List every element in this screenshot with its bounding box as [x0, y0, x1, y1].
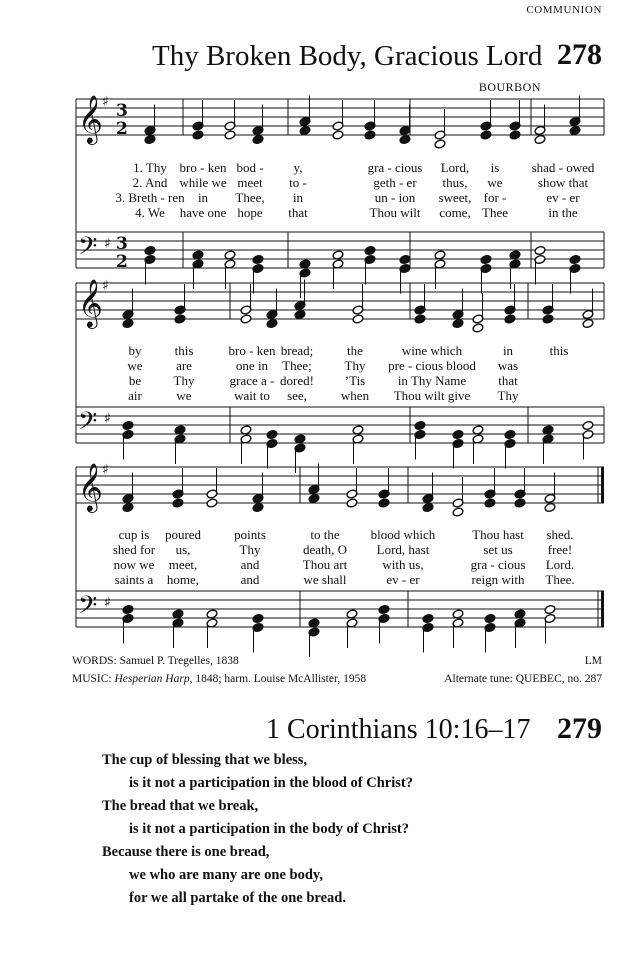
lyric-syllable: was	[497, 358, 519, 373]
lyric-syllable: Thy	[239, 542, 261, 557]
lyric-syllable: now we	[113, 557, 155, 572]
lyric-syllable: 1. Thy	[133, 160, 167, 175]
lyric-syllable: gra - cious	[470, 557, 526, 572]
lyric-syllable: blood which	[370, 527, 436, 542]
lyric-syllable: shed.	[546, 527, 574, 542]
lyric-syllable: for -	[483, 190, 507, 205]
notehead	[434, 139, 446, 149]
notehead	[192, 130, 204, 140]
notehead	[534, 245, 546, 255]
reading-title: 1 Corinthians 10:16–17	[266, 714, 531, 745]
lyric-syllable: bread;	[280, 343, 314, 358]
notehead	[514, 498, 526, 508]
lyric-syllable: points	[234, 527, 266, 542]
notehead	[172, 498, 184, 508]
notehead	[206, 498, 218, 508]
lyric-syllable: cup is	[118, 527, 150, 542]
lyric-syllable: grace a -	[229, 373, 275, 388]
bass-clef: 𝄢	[78, 407, 98, 442]
hymn-category: COMMUNION	[526, 4, 602, 16]
lyric-syllable: Thee;	[282, 358, 312, 373]
lyric-syllable: Thy	[173, 373, 195, 388]
lyric-syllable: pre - cious blood	[388, 358, 476, 373]
music-credit-source: Hesperian Harp	[114, 673, 190, 685]
lyric-syllable: hope	[237, 205, 263, 220]
treble-clef: 𝄞	[78, 94, 103, 143]
notehead	[122, 318, 134, 328]
words-credit: WORDS: Samuel P. Tregelles, 1838	[72, 655, 239, 667]
lyric-syllable: gra - cious	[367, 160, 423, 175]
time-signature-bottom: 2	[116, 252, 128, 272]
notehead	[378, 498, 390, 508]
lyric-syllable: Lord.	[545, 557, 575, 572]
lyric-syllable: come,	[439, 205, 471, 220]
lyric-syllable: Lord,	[440, 160, 470, 175]
lyric-syllable: one in	[235, 358, 269, 373]
reading-line: we who are many are one body,	[129, 867, 324, 883]
notehead	[399, 134, 411, 144]
lyric-syllable: wait to	[234, 388, 270, 403]
notehead	[504, 314, 516, 324]
notehead	[504, 429, 516, 439]
lyric-syllable: un - ion	[374, 190, 416, 205]
lyric-syllable: Thee	[482, 205, 508, 220]
lyric-syllable: ev - er	[546, 190, 580, 205]
lyric-syllable: we	[487, 175, 503, 190]
notehead	[452, 429, 464, 439]
notehead	[422, 613, 434, 623]
lyric-syllable: in	[197, 190, 209, 205]
lyric-syllable: ’Tis	[344, 373, 366, 388]
hymn-number: 278	[557, 38, 602, 71]
notehead	[399, 254, 411, 264]
lyric-syllable: Thou hast	[472, 527, 524, 542]
lyric-syllable: free!	[547, 542, 573, 557]
lyric-syllable: death, O	[302, 542, 348, 557]
lyric-syllable: in Thy Name	[397, 373, 467, 388]
lyric-syllable: that	[288, 205, 308, 220]
notehead	[480, 130, 492, 140]
notehead	[472, 323, 484, 333]
notehead	[364, 130, 376, 140]
lyric-syllable: air	[128, 388, 142, 403]
notehead	[542, 314, 554, 324]
lyric-syllable: 3. Breth - ren	[115, 190, 185, 205]
lyric-syllable: and	[240, 572, 260, 587]
lyric-syllable: thus,	[442, 175, 468, 190]
notehead	[266, 429, 278, 439]
notehead	[294, 309, 306, 319]
sharp-sign: ♯	[104, 595, 111, 611]
notehead	[252, 254, 264, 264]
sharp-sign: ♯	[102, 94, 109, 110]
notehead	[422, 502, 434, 512]
lyric-syllable: saints a	[114, 572, 154, 587]
notehead	[452, 318, 464, 328]
notehead	[224, 130, 236, 140]
tune-name: BOURBON	[478, 80, 541, 94]
notehead	[582, 318, 594, 328]
lyric-syllable: in the	[548, 205, 578, 220]
lyric-syllable: in	[292, 190, 304, 205]
bass-clef: 𝄢	[78, 232, 98, 267]
lyric-syllable: show that	[537, 175, 589, 190]
lyric-syllable: to the	[310, 527, 340, 542]
lyric-syllable: Thou wilt	[369, 205, 421, 220]
time-signature-top: 3	[116, 101, 128, 121]
lyric-syllable: dored!	[280, 373, 314, 388]
sharp-sign: ♯	[102, 278, 109, 294]
sharp-sign: ♯	[104, 236, 111, 252]
notehead	[299, 125, 311, 135]
lyric-syllable: in	[502, 343, 514, 358]
lyric-syllable: this	[174, 343, 194, 358]
lyric-syllable: shad - owed	[531, 160, 595, 175]
lyric-syllable: see,	[287, 388, 307, 403]
lyric-syllable: Thy	[344, 358, 366, 373]
treble-clef: 𝄞	[78, 278, 103, 327]
final-barline-thick	[601, 591, 604, 627]
notehead	[144, 245, 156, 255]
lyric-syllable: home,	[166, 572, 200, 587]
lyric-syllable: is	[490, 160, 500, 175]
notehead	[534, 134, 546, 144]
reading-line: for we all partake of the one bread.	[129, 890, 346, 906]
lyric-syllable: bro - ken	[179, 160, 227, 175]
notehead	[544, 604, 556, 614]
lyric-syllable: this	[549, 343, 569, 358]
notehead	[544, 502, 556, 512]
lyric-syllable: ev - er	[386, 572, 420, 587]
lyric-syllable: shed for	[112, 542, 156, 557]
sharp-sign: ♯	[102, 462, 109, 478]
lyric-syllable: with us,	[382, 557, 424, 572]
lyric-syllable: Thou art	[302, 557, 348, 572]
meter-label: LM	[584, 655, 602, 667]
reading-line: The bread that we break,	[102, 798, 259, 814]
reading-line: is it not a participation in the blood of Christ?	[129, 775, 413, 791]
lyric-syllable: by	[128, 343, 142, 358]
lyric-syllable: that	[498, 373, 518, 388]
lyric-syllable: be	[128, 373, 142, 388]
lyric-syllable: Thee.	[545, 572, 575, 587]
notehead	[308, 493, 320, 503]
notehead	[484, 613, 496, 623]
notehead	[378, 604, 390, 614]
lyric-syllable: poured	[164, 527, 202, 542]
notehead	[352, 314, 364, 324]
reading-number: 279	[557, 712, 602, 745]
hymn-title: Thy Broken Body, Gracious Lord	[152, 40, 543, 72]
lyric-syllable: sweet,	[438, 190, 472, 205]
lyric-syllable: we	[176, 388, 192, 403]
time-signature-top: 3	[116, 234, 128, 254]
notehead	[252, 502, 264, 512]
notehead	[144, 134, 156, 144]
lyric-syllable: set us	[483, 542, 513, 557]
notehead	[174, 314, 186, 324]
sharp-sign: ♯	[104, 411, 111, 427]
lyric-syllable: geth - er	[373, 175, 417, 190]
reading-line: Because there is one bread,	[102, 844, 270, 860]
notehead	[364, 245, 376, 255]
lyric-syllable: have one	[179, 205, 227, 220]
notehead	[480, 254, 492, 264]
notehead	[240, 314, 252, 324]
lyric-syllable: and	[240, 557, 260, 572]
reading-line: is it not a participation in the body of Christ?	[129, 821, 409, 837]
lyric-syllable: 2. And	[132, 175, 168, 190]
notehead	[569, 125, 581, 135]
notehead	[509, 130, 521, 140]
lyric-syllable: the	[347, 343, 363, 358]
bass-clef: 𝄢	[78, 591, 98, 626]
lyric-syllable: Lord, hast	[376, 542, 430, 557]
lyric-syllable: while we	[179, 175, 227, 190]
notehead	[122, 502, 134, 512]
notehead	[266, 318, 278, 328]
lyric-syllable: bro - ken	[228, 343, 276, 358]
notehead	[414, 314, 426, 324]
notehead	[346, 498, 358, 508]
lyric-syllable: we shall	[303, 572, 347, 587]
final-barline-thick	[601, 467, 604, 503]
lyric-syllable: wine which	[401, 343, 463, 358]
notehead	[582, 420, 594, 430]
treble-clef: 𝄞	[78, 462, 103, 511]
lyric-syllable: bod -	[236, 160, 264, 175]
lyric-syllable: to -	[289, 175, 307, 190]
time-signature-bottom: 2	[116, 119, 128, 139]
reading-line: The cup of blessing that we bless,	[102, 752, 308, 768]
notehead	[252, 134, 264, 144]
lyric-syllable: when	[340, 388, 370, 403]
music-credit-label: MUSIC:	[72, 673, 112, 685]
lyric-syllable: are	[176, 358, 192, 373]
notehead	[122, 604, 134, 614]
notehead	[332, 130, 344, 140]
notehead	[484, 498, 496, 508]
music-credit-rest: , 1848; harm. Louise McAllister, 1958	[189, 673, 367, 685]
music-credit	[72, 673, 366, 685]
lyric-syllable: y,	[293, 160, 303, 175]
lyric-syllable: Thou wilt give	[393, 388, 471, 403]
notehead	[122, 420, 134, 430]
notehead	[452, 507, 464, 517]
alternate-tune: Alternate tune: QUEBEC, no. 287	[444, 673, 602, 685]
notehead	[252, 613, 264, 623]
lyric-syllable: 4. We	[135, 205, 165, 220]
notehead	[569, 254, 581, 264]
lyric-syllable: Thee,	[235, 190, 265, 205]
lyric-syllable: meet,	[168, 557, 198, 572]
notehead	[414, 420, 426, 430]
lyric-syllable: meet	[237, 175, 263, 190]
lyric-syllable: us,	[175, 542, 191, 557]
lyric-syllable: we	[127, 358, 143, 373]
lyric-syllable: reign with	[471, 572, 525, 587]
lyric-syllable: Thy	[497, 388, 519, 403]
